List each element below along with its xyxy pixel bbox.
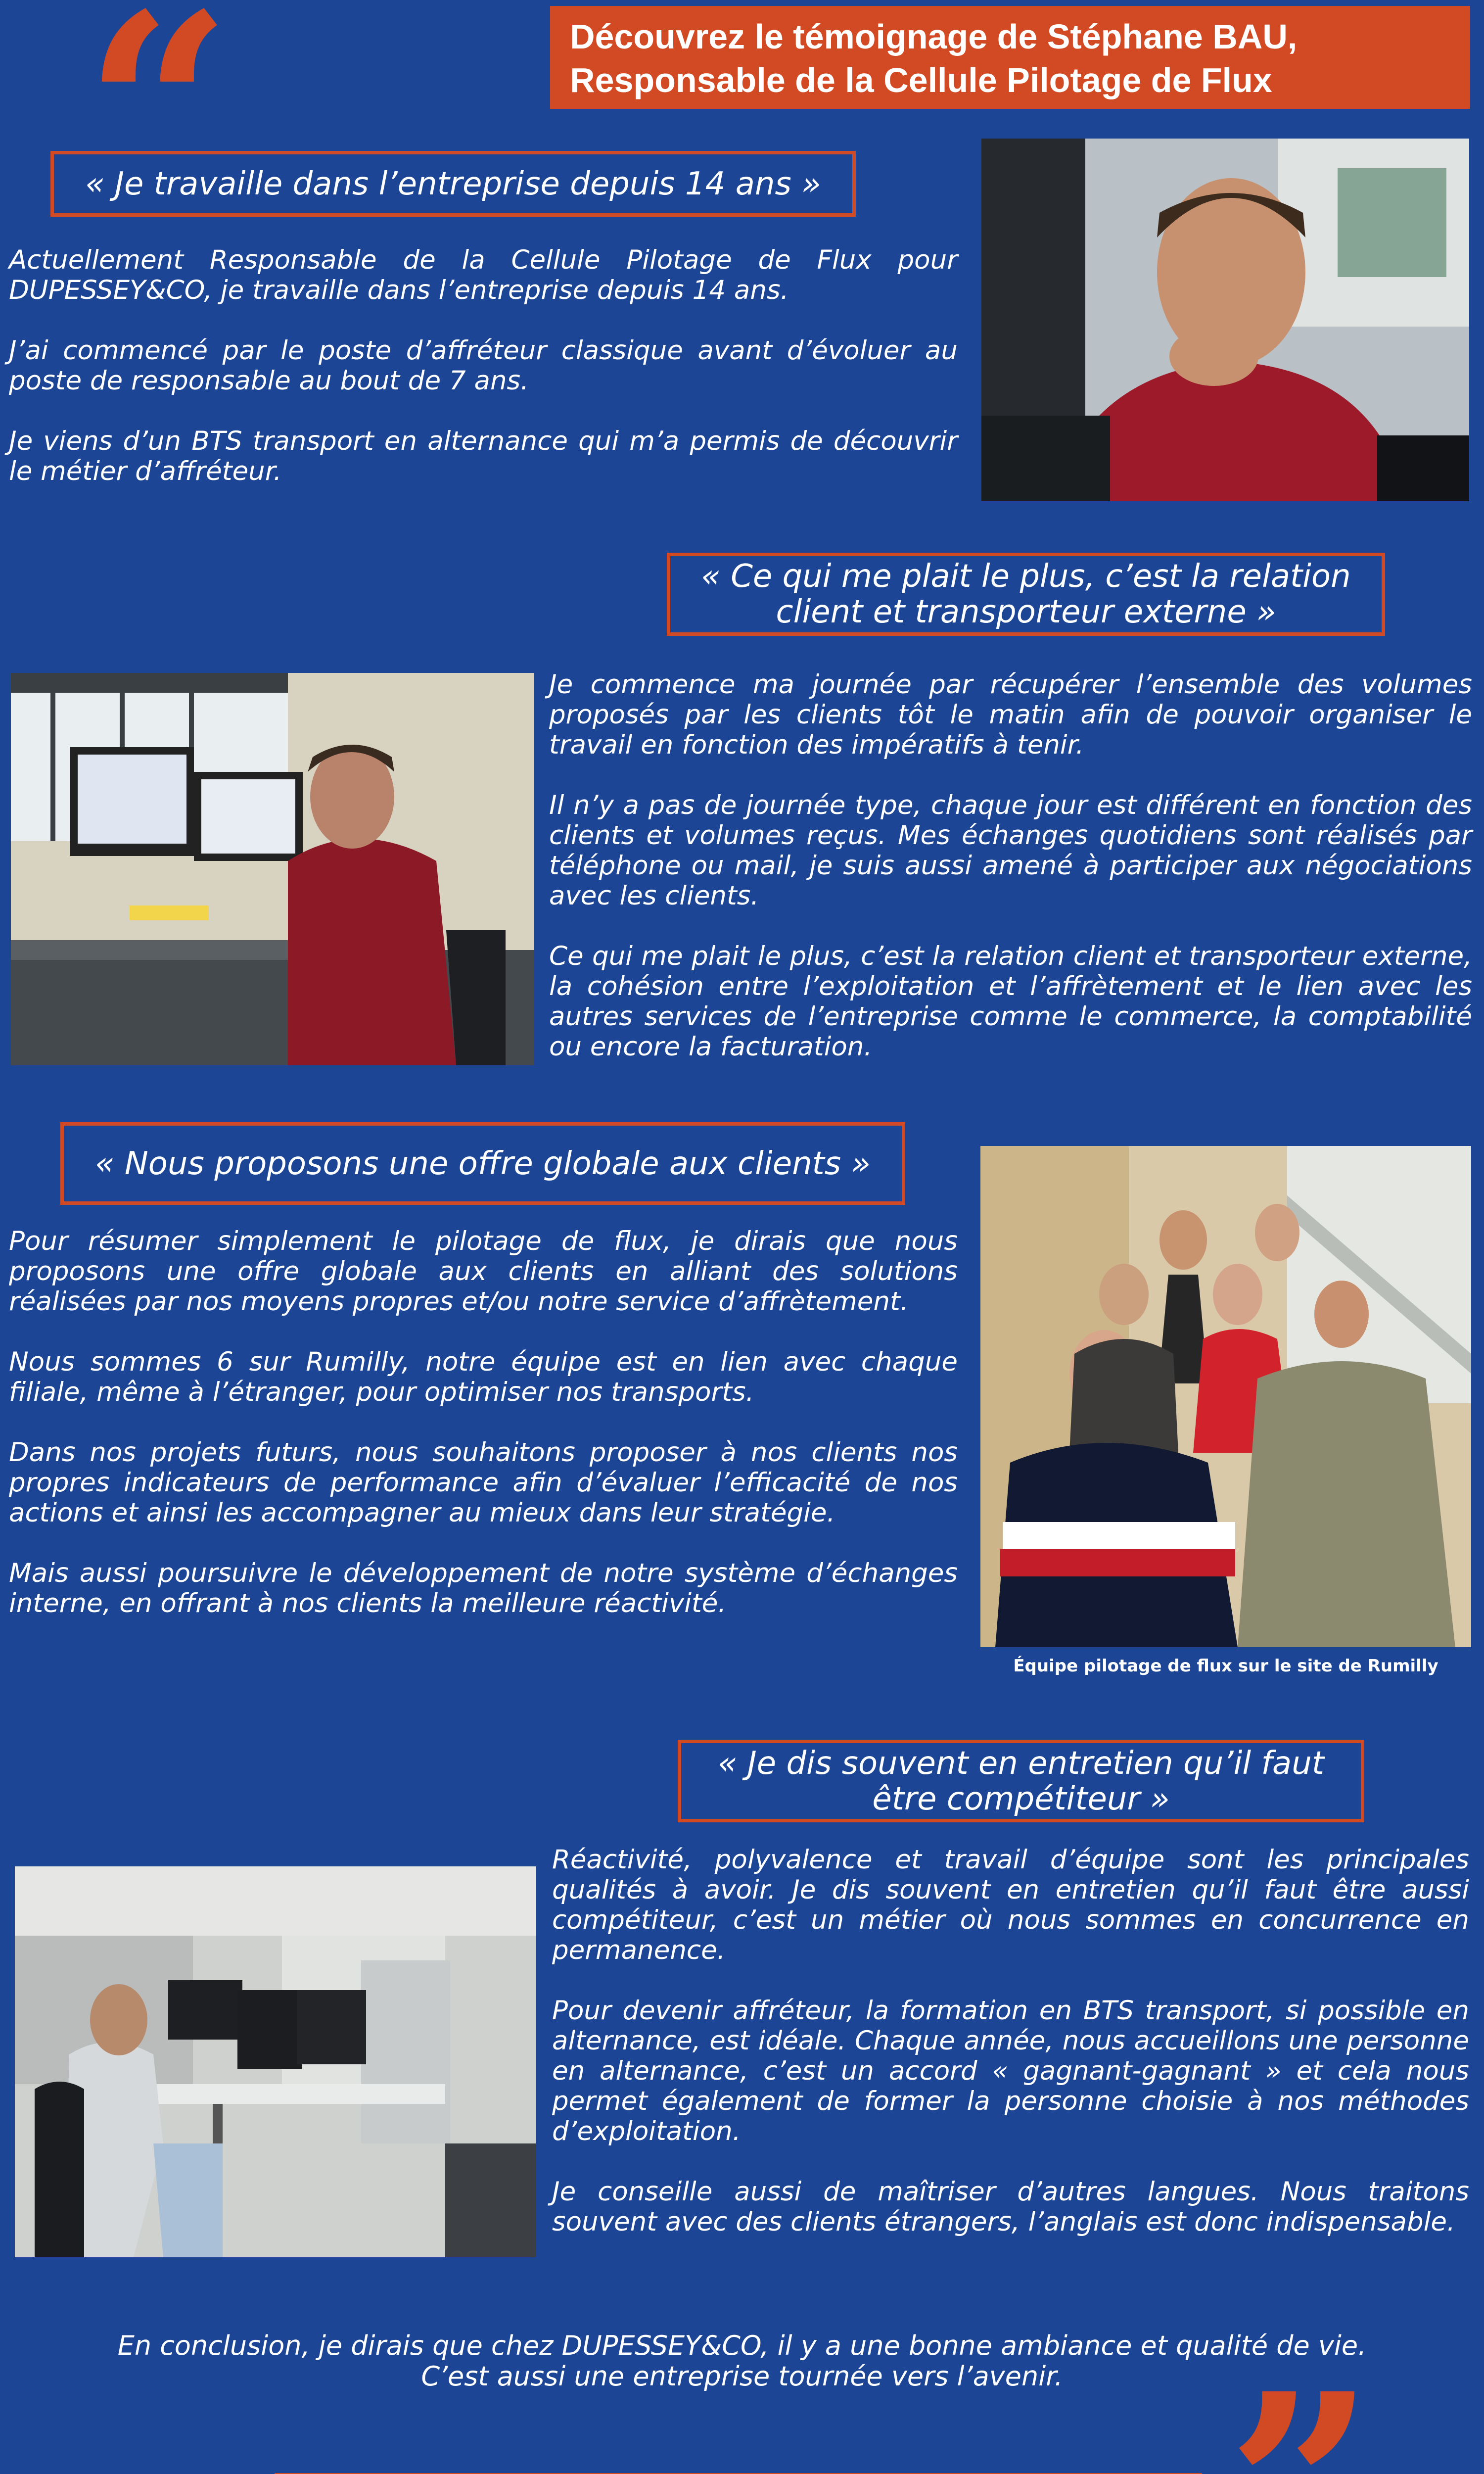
- section-4-heading: [678, 1740, 1364, 1822]
- section-4-body: [552, 1845, 1469, 2237]
- section-1-body: [9, 245, 958, 486]
- section-2-heading-line-2: client et transporteur externe »: [776, 594, 1276, 630]
- section-4-heading-line-2: être compétiteur »: [872, 1780, 1170, 1817]
- section-1-paragraph-2: J’ai commencé par le poste d’affréteur classique avant d’évoluer au poste de responsable au bout de 7 ans.: [9, 335, 958, 396]
- section-3-body: [9, 1226, 958, 1618]
- section-2-paragraph-3: Ce qui me plait le plus, c’est la relation client et transporteur externe, la cohésion entre l’exploitation et l’affrètement et le lien avec les autres services de l’entreprise comme le commerce, la comptabilité ou encore la facturation.: [549, 941, 1472, 1062]
- page-title: [550, 6, 1470, 109]
- section-2-paragraph-2: Il n’y a pas de journée type, chaque jour est différent en fonction des clients et volumes reçus. Mes échanges quotidiens sont réalisés par téléphone ou mail, je suis aussi amené à participer aux négociations avec les clients.: [549, 790, 1472, 911]
- section-4-heading-line-1: « Je dis souvent en entretien qu’il faut: [718, 1745, 1324, 1782]
- section-3-paragraph-3: Dans nos projets futurs, nous souhaitons proposer à nos clients nos propres indicateurs de performance afin d’évaluer l’efficacité de nos actions et ainsi les accompagner au mieux dans leur stratégie.: [9, 1437, 958, 1528]
- section-3-paragraph-2: Nous sommes 6 sur Rumilly, notre équipe est en lien avec chaque filiale, même à l’étranger, pour optimiser nos transports.: [9, 1347, 958, 1407]
- section-3-heading-line-1: « Nous proposons une offre globale aux clients »: [95, 1145, 871, 1182]
- desk-photo: [11, 673, 534, 1065]
- section-4-paragraph-3: Je conseille aussi de maîtriser d’autres langues. Nous traitons souvent avec des clients étrangers, l’anglais est donc indispensable.: [552, 2177, 1469, 2237]
- section-3-paragraph-4: Mais aussi poursuivre le développement de notre système d’échanges interne, en offrant à nos clients la meilleure réactivité.: [9, 1558, 958, 1618]
- section-4-paragraph-1: Réactivité, polyvalence et travail d’équipe sont les principales qualités à avoir. Je dis souvent en entretien qu’il faut être aussi compétiteur, c’est un métier où nous sommes en concurrence en permanence.: [552, 1845, 1469, 1965]
- section-2-paragraph-1: Je commence ma journée par récupérer l’ensemble des volumes proposés par les clients tôt le matin afin de pouvoir organiser le travail en fonction des impératifs à tenir.: [549, 669, 1472, 760]
- portrait-photo: [981, 139, 1469, 501]
- section-1-paragraph-1: Actuellement Responsable de la Cellule Pilotage de Flux pour DUPESSEY&CO, je travaille dans l’entreprise depuis 14 ans.: [9, 245, 958, 305]
- conclusion-line-2: C’est aussi une entreprise tournée vers l’avenir.: [421, 2361, 1063, 2392]
- section-2-body: [549, 669, 1472, 1062]
- page-title-line-2: Responsable de la Cellule Pilotage de Flux: [570, 61, 1272, 99]
- section-3-paragraph-1: Pour résumer simplement le pilotage de flux, je dirais que nous proposons une offre globale aux clients en alliant des solutions réalisées par nos moyens propres et/ou notre service d’affrètement.: [9, 1226, 958, 1317]
- closing-quote-icon: [1227, 2360, 1375, 2474]
- team-photo: [980, 1146, 1471, 1647]
- section-4-paragraph-2: Pour devenir affréteur, la formation en BTS transport, si possible en alternance, est idéale. Chaque année, nous accueillons une personne en alternance, c’est un accord « gagnant-gagnant » et cela nous permet également de former la personne choisie à nos méthodes d’exploitation.: [552, 1996, 1469, 2146]
- section-3-heading: [60, 1122, 905, 1205]
- page-title-line-1: Découvrez le témoignage de Stéphane BAU,: [570, 17, 1298, 56]
- conclusion-line-1: En conclusion, je dirais que chez DUPESSEY&CO, il y a une bonne ambiance et qualité de vie.: [117, 2330, 1367, 2361]
- office-photo: [15, 1866, 536, 2257]
- section-1-heading: [50, 151, 856, 217]
- section-1-paragraph-3: Je viens d’un BTS transport en alternance qui m’a permis de découvrir le métier d’affréteur.: [9, 426, 958, 486]
- section-2-heading-line-1: « Ce qui me plait le plus, c’est la relation: [701, 558, 1351, 595]
- opening-quote-icon: “: [84, 0, 232, 260]
- team-photo-caption: Équipe pilotage de flux sur le site de Rumilly: [1013, 1656, 1438, 1676]
- section-1-heading-line-1: « Je travaille dans l’entreprise depuis 14 ans »: [85, 165, 821, 202]
- section-2-heading: [667, 553, 1385, 636]
